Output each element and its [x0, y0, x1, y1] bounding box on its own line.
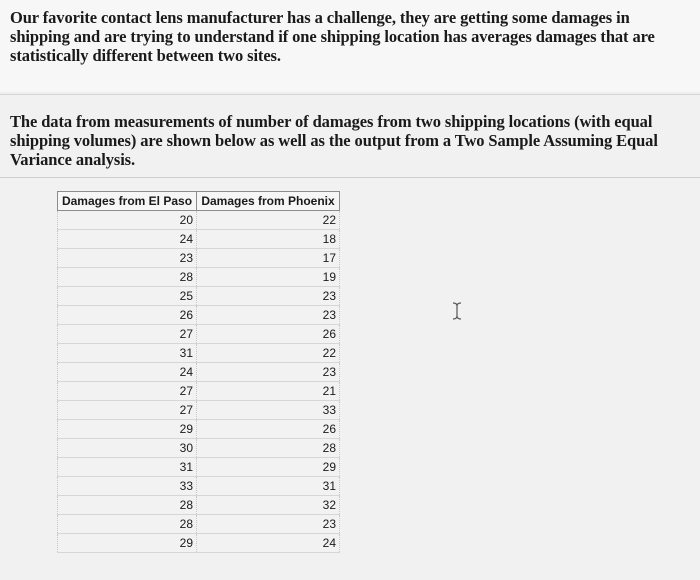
- cell-phoenix: 28: [197, 439, 340, 458]
- cell-el-paso: 31: [58, 458, 197, 477]
- cell-el-paso: 29: [58, 420, 197, 439]
- intro-line: Our favorite contact lens manufacturer has a challenge, they are getting some damages in: [10, 8, 630, 27]
- intro-line: shipping and are trying to understand if one shipping location has averages damages that are: [10, 27, 655, 46]
- table-row: [58, 268, 340, 287]
- table-row: [58, 534, 340, 553]
- cell-phoenix: 29: [197, 458, 340, 477]
- intro-paragraph: [10, 8, 685, 65]
- table-row: [58, 382, 340, 401]
- text-cursor-icon: [451, 302, 463, 320]
- intro-line: statistically different between two sites.: [10, 46, 281, 65]
- table-row: [58, 420, 340, 439]
- table-row: [58, 211, 340, 230]
- cell-el-paso: 27: [58, 382, 197, 401]
- cell-phoenix: 22: [197, 344, 340, 363]
- section-divider: [0, 177, 700, 178]
- description-paragraph: [10, 112, 690, 169]
- cell-el-paso: 26: [58, 306, 197, 325]
- table-row: [58, 306, 340, 325]
- table-row: [58, 477, 340, 496]
- cell-el-paso: 29: [58, 534, 197, 553]
- cell-el-paso: 27: [58, 325, 197, 344]
- cell-el-paso: 28: [58, 496, 197, 515]
- description-line: Variance analysis.: [10, 150, 136, 169]
- cell-el-paso: 28: [58, 515, 197, 534]
- cell-phoenix: 23: [197, 363, 340, 382]
- cell-el-paso: 31: [58, 344, 197, 363]
- description-line: The data from measurements of number of damages from two shipping locations (with equal: [10, 112, 653, 131]
- cell-el-paso: 20: [58, 211, 197, 230]
- description-line: shipping volumes) are shown below as well as the output from a Two Sample Assuming Equal: [10, 131, 658, 150]
- cell-phoenix: 23: [197, 306, 340, 325]
- cell-phoenix: 22: [197, 211, 340, 230]
- cell-el-paso: 33: [58, 477, 197, 496]
- table-row: [58, 230, 340, 249]
- cell-phoenix: 32: [197, 496, 340, 515]
- cell-el-paso: 30: [58, 439, 197, 458]
- table-row: [58, 344, 340, 363]
- cell-phoenix: 23: [197, 287, 340, 306]
- cell-phoenix: 24: [197, 534, 340, 553]
- table-row: [58, 249, 340, 268]
- cell-el-paso: 23: [58, 249, 197, 268]
- table-row: [58, 515, 340, 534]
- cell-el-paso: 28: [58, 268, 197, 287]
- table-row: [58, 496, 340, 515]
- table-row: [58, 401, 340, 420]
- cell-phoenix: 17: [197, 249, 340, 268]
- cell-phoenix: 19: [197, 268, 340, 287]
- header-el-paso: Damages from El Paso: [58, 192, 197, 211]
- cell-phoenix: 33: [197, 401, 340, 420]
- cell-el-paso: 24: [58, 230, 197, 249]
- table-row: [58, 287, 340, 306]
- cell-phoenix: 26: [197, 420, 340, 439]
- table-row: [58, 458, 340, 477]
- damages-table: [57, 191, 340, 553]
- table-row: [58, 325, 340, 344]
- table-row: [58, 363, 340, 382]
- header-phoenix: Damages from Phoenix: [197, 192, 340, 211]
- cell-el-paso: 27: [58, 401, 197, 420]
- cell-phoenix: 26: [197, 325, 340, 344]
- cell-phoenix: 18: [197, 230, 340, 249]
- cell-el-paso: 25: [58, 287, 197, 306]
- table-body: [58, 211, 340, 553]
- table-row: [58, 439, 340, 458]
- cell-phoenix: 21: [197, 382, 340, 401]
- table-header-row: [58, 192, 340, 211]
- cell-el-paso: 24: [58, 363, 197, 382]
- cell-phoenix: 23: [197, 515, 340, 534]
- cell-phoenix: 31: [197, 477, 340, 496]
